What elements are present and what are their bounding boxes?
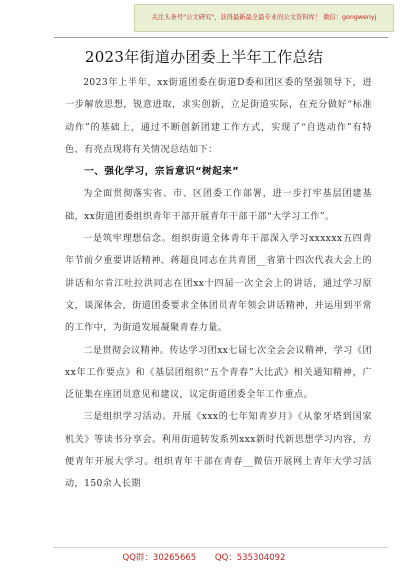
- document-title: 2023年街道办团委上半年工作总结: [84, 48, 324, 66]
- footer-qq: QQ：535304092: [214, 553, 286, 563]
- footer: [0, 551, 408, 563]
- footer-qq-group: QQ群：30265665: [122, 553, 197, 563]
- paragraph-3: 二是贯彻会议精神。传达学习团xx七届七次全会会议精神，学习《团xx年工作要点》和《基层团组织“五个青春”大比武》相关通知精神，广泛征集在座团员意见和建议，议定街道团委全年工作重点。: [65, 345, 372, 401]
- document-body: [65, 72, 372, 496]
- intro-paragraph: 2023年上半年，xx街道团委在街道D委和团区委的坚强领导下，进一步解放思想，锐意进取，求实创新，立足街道实际，在充分做好“标准动作”的基础上，通过不断创新团建工作方式，实现了“自选动作”有特色、有亮点现将有关情况总结如下：: [65, 78, 372, 155]
- footer-divider: [54, 547, 388, 548]
- header-divider: [54, 37, 388, 38]
- paragraph-2: 一是筑牢理想信念。组织街道全体青年干部深入学习xxxxxx五四青年节前夕重要讲话精神、蒋超良同志在共青团__省第十四次代表大会上的讲话和尔肯江吐拉洪同志在团xx十四届一次全会上的讲话，通过学习原文，谈深体会，街道团委要求全体团员青年领会讲话精神，并运用到平常的工作中，为街道发展凝聚青春力量。: [65, 234, 372, 334]
- promo-banner: 关注头条号"公文研究"，获得最新最全最专业的公文资料库！ 微信：gongwenyj: [134, 4, 394, 32]
- paragraph-1: 为全面贯彻落实省、市、区团委工作部署，进一步打牢基层团建基础，xx街道团委组织青年干部开展青年干部干部“大学习工作”。: [65, 189, 372, 222]
- paragraph-4: 三是组织学习活动。开展《xxx的七年知青岁月》《从象牙塔到国家机关》等读书分享会。利用街道转发系列xxx新时代新思想学习内容，方便青年开展大学习。组织青年干部在青春__微信开展网上青年大学习活动，150余人长期: [65, 412, 372, 490]
- section-heading-1: 一、强化学习，宗旨意识“树起来”: [84, 166, 240, 178]
